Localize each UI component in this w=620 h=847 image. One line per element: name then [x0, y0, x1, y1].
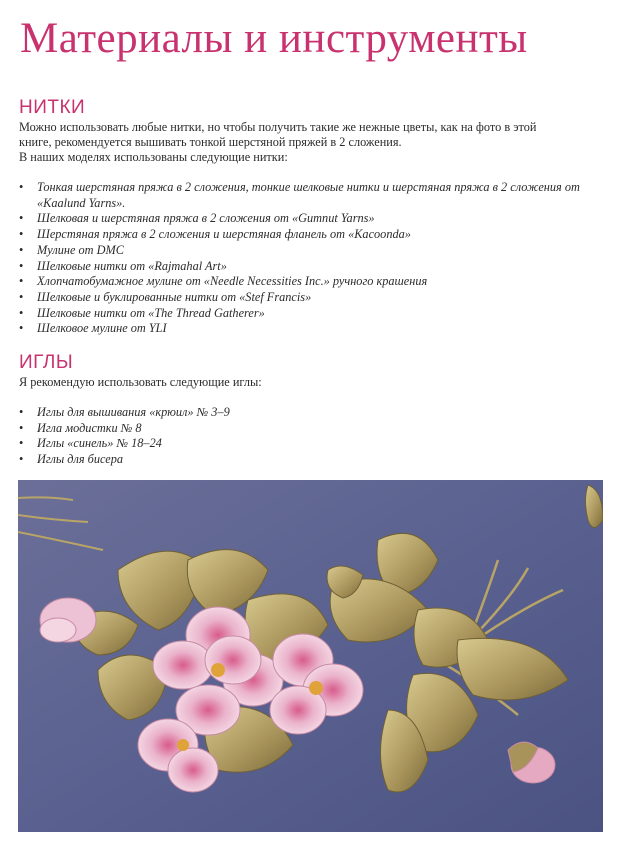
needles-intro: Я рекомендую использовать следующие иглы: — [19, 375, 262, 389]
needle-item: • Иглы для бисера — [19, 452, 604, 468]
threads-intro — [19, 120, 599, 165]
thread-item: • Шелковые и буклированные нитки от «Stef Francis» — [19, 290, 604, 306]
bud-left — [40, 598, 96, 642]
page-title: Материалы и инструменты — [20, 15, 528, 62]
threads-intro-line-2: книге, рекомендуется вышивать тонкой шерстяной пряжей в 2 сложения. — [19, 135, 402, 149]
embroidery-photo — [18, 480, 603, 832]
needle-item: • Иглы для вышивания «крюил» № 3–9 — [19, 405, 604, 421]
threads-intro-line-3: В наших моделях использованы следующие нитки: — [19, 150, 288, 164]
thread-item: • Хлопчатобумажное мулине от «Needle Necessities Inc.» ручного крашения — [19, 274, 604, 290]
threads-intro-line-1: Можно использовать любые нитки, но чтобы получить такие же нежные цветы, как на фото в этой — [19, 120, 537, 134]
thread-item: • Шелковые нитки от «The Thread Gatherer» — [19, 306, 604, 322]
needle-item: • Иглы «синель» № 18–24 — [19, 436, 604, 452]
threads-heading: НИТКИ — [19, 97, 86, 118]
thread-item: • Шелковое мулине от YLI — [19, 321, 604, 337]
thread-item: • Мулине от DMC — [19, 243, 604, 259]
thread-item: • Шелковая и шерстяная пряжа в 2 сложения от «Gumnut Yarns» — [19, 211, 604, 227]
thread-item: • Тонкая шерстяная пряжа в 2 сложения, тонкие шелковые нитки и шерстяная пряжа в 2 сложения от «Kaalund Yarns». — [19, 180, 604, 211]
needles-heading: ИГЛЫ — [19, 352, 74, 373]
needle-item: • Игла модистки № 8 — [19, 421, 604, 437]
needles-list — [19, 405, 604, 468]
thread-item: • Шерстяная пряжа в 2 сложения и шерстяная фланель от «Kacoonda» — [19, 227, 604, 243]
thread-item: • Шелковые нитки от «Rajmahal Art» — [19, 259, 604, 275]
threads-list — [19, 180, 604, 337]
